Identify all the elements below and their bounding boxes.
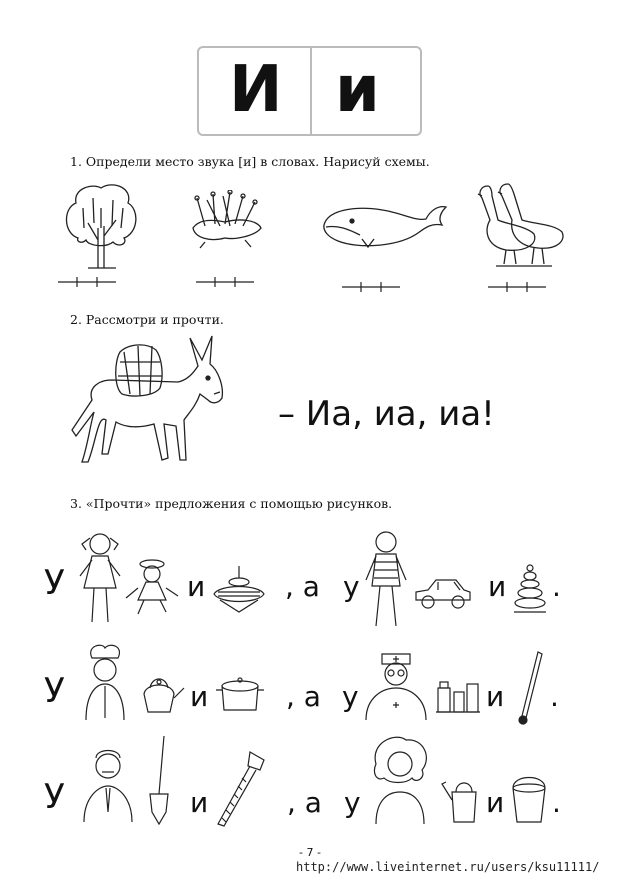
scheme-1 xyxy=(58,274,116,288)
word-i: и xyxy=(488,570,507,603)
car-icon xyxy=(412,576,474,612)
scheme-2 xyxy=(196,274,254,288)
word-u: У xyxy=(44,671,65,711)
letter-uppercase: И xyxy=(229,53,283,127)
whale-icon xyxy=(318,195,450,253)
scheme-4 xyxy=(488,279,546,293)
sentence-row-1 xyxy=(0,528,620,628)
word-i: и xyxy=(486,786,505,819)
page-number: - 7 - xyxy=(299,846,321,859)
man-icon xyxy=(80,742,136,824)
word-a: , а xyxy=(285,570,320,603)
task-3-heading: 3. «Прочти» предложения с помощью рисунков. xyxy=(70,496,393,511)
woman-icon xyxy=(366,734,434,826)
shovel-icon xyxy=(144,734,174,826)
sentence-row-3 xyxy=(0,734,620,834)
word-a: , а xyxy=(286,680,321,713)
period: . xyxy=(552,786,561,819)
task-1-heading: 1. Определи место звука [и] в словах. Нарисуй схемы. xyxy=(70,154,430,169)
word-u: У xyxy=(44,563,65,603)
word-u: у xyxy=(343,570,360,603)
boy-icon xyxy=(362,528,410,630)
geese-icon xyxy=(476,180,568,270)
task-2-heading: 2. Рассмотри и прочти. xyxy=(70,312,224,327)
pyramid-toy-icon xyxy=(512,564,548,616)
period: . xyxy=(550,680,559,713)
doctor-icon xyxy=(362,648,430,722)
period: . xyxy=(552,570,561,603)
word-i: и xyxy=(486,680,505,713)
sentence-row-2 xyxy=(0,642,620,742)
donkey-icon xyxy=(68,332,228,474)
watering-can-icon xyxy=(440,772,484,826)
thermometer-icon xyxy=(514,650,544,726)
doll-icon xyxy=(124,556,180,616)
bucket-icon xyxy=(508,774,550,826)
spinning-top-icon xyxy=(210,564,268,614)
card-divider xyxy=(310,48,312,134)
medicine-bottles-icon xyxy=(434,670,482,716)
word-i: и xyxy=(190,786,209,819)
letter-card xyxy=(197,46,422,136)
pot-icon xyxy=(214,672,266,716)
word-a: , а xyxy=(287,786,322,819)
source-url[interactable]: http://www.liveinternet.ru/users/ksu11111/ xyxy=(296,860,600,874)
scheme-3 xyxy=(342,279,400,293)
saw-icon xyxy=(214,748,268,828)
kettle-icon xyxy=(138,672,186,716)
letter-lowercase: и xyxy=(335,53,380,127)
word-u: у xyxy=(342,680,359,713)
donkey-phrase: – Иа, иа, иа! xyxy=(278,394,495,434)
girl-icon xyxy=(76,528,124,628)
word-u: У xyxy=(44,777,65,817)
tree-icon xyxy=(58,178,144,270)
word-u: у xyxy=(344,786,361,819)
word-i: и xyxy=(187,570,206,603)
pincushion-icon xyxy=(185,190,265,250)
cook-icon xyxy=(78,642,132,722)
word-i: и xyxy=(190,680,209,713)
